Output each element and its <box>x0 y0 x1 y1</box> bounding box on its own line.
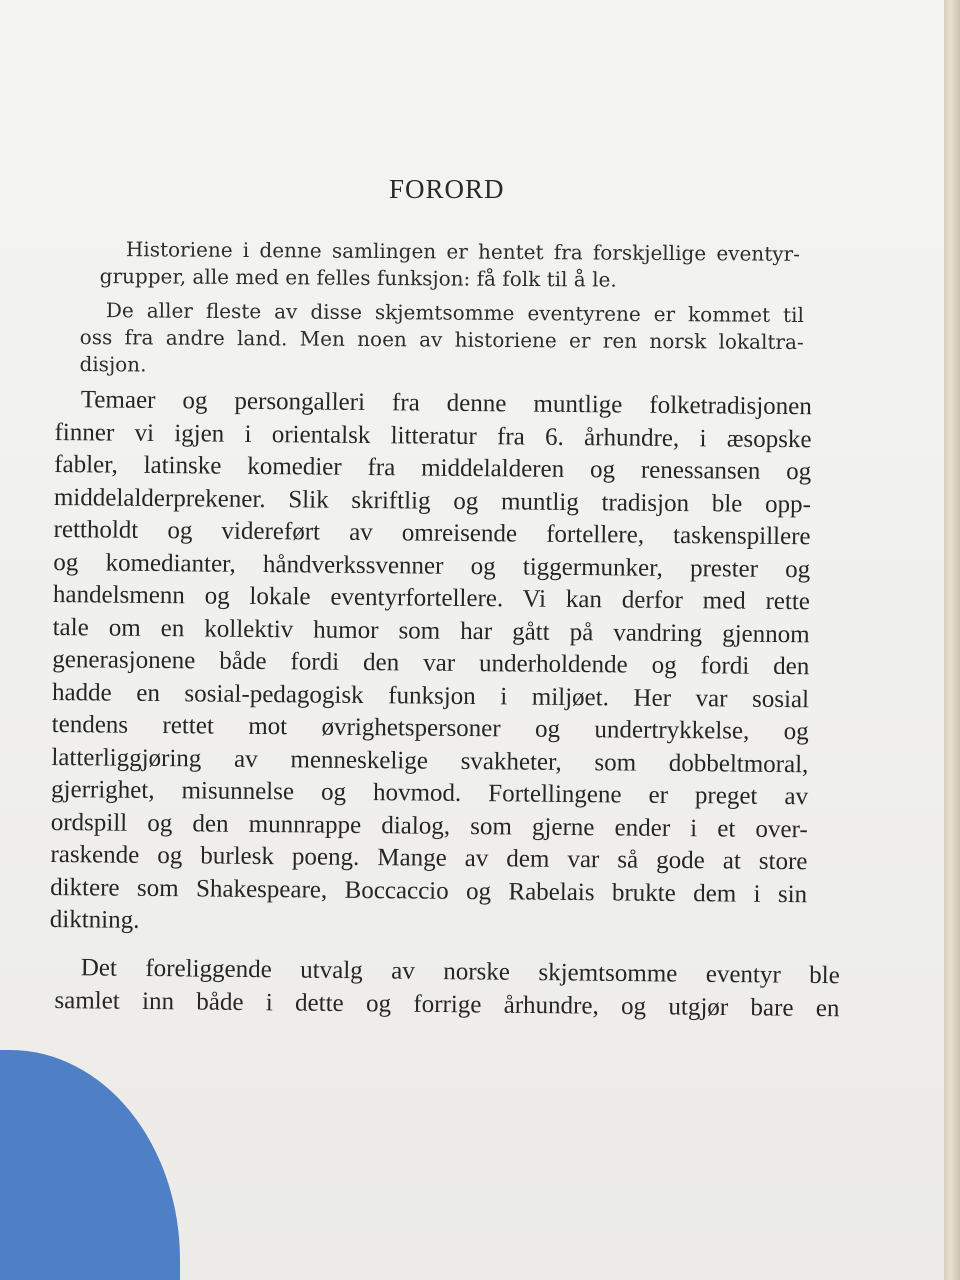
hand-shadow <box>0 1050 180 1280</box>
text-line: handelsmenn og lokale eventyrfortellere. Vi kan derfor med rette <box>52 580 811 616</box>
text-line: Temaer og persongalleri fra denne muntlige folketradisjonen <box>80 386 812 421</box>
text-line: gjerrighet, misunnelse og hovmod. Fortellingene er preget av <box>50 775 809 811</box>
paragraph-4 <box>54 952 840 1025</box>
text-line: tendens rettet mot øvrighetspersoner og undertrykkelse, og <box>51 710 809 746</box>
text-line: generasjonene både fordi den var underholdende og fordi den <box>52 645 810 681</box>
page-edge <box>944 0 960 1280</box>
text-line: middelalderprekener. Slik skriftlig og muntlig tradisjon ble opp- <box>53 483 812 518</box>
text-line: ordspill og den munnrappe dialog, som gjerne ender i et over- <box>50 808 808 843</box>
text-line: fabler, latinske komedier fra middelalderen og renessansen og <box>54 450 812 486</box>
text-line: latterliggjøring av menneskelige svakheter, som dobbeltmoral, <box>51 743 809 778</box>
text-line: hadde en sosial-pedagogisk funksjon i miljøet. Her var sosial <box>51 678 810 713</box>
text-line: De aller fleste av disse skjemtsomme eventyrene er kommet til <box>105 298 804 328</box>
text-line: diktere som Shakespeare, Boccaccio og Rabelais brukte dem i sin <box>50 873 808 908</box>
paragraph-2 <box>79 297 804 383</box>
page-title: FORORD <box>389 174 505 204</box>
text-line: og komedianter, håndverkssvenner og tiggermunker, prester og <box>53 548 811 583</box>
text-line: Historiene i denne samlingen er hentet fra forskjellige eventyr- <box>125 237 800 266</box>
text-line: oss fra andre land. Men noen av historiene er ren norsk lokaltra- <box>79 324 804 355</box>
text-line: grupper, alle med en felles funksjon: få folk til å le. <box>99 263 617 292</box>
text-line: Det foreliggende utvalg av norske skjemtsomme eventyr ble <box>80 954 840 990</box>
text-line: rettholdt og videreført av omreisende fortellere, taskenspillere <box>53 515 811 551</box>
text-line: samlet inn både i dette og forrige århundre, og utgjør bare en <box>54 986 840 1022</box>
paragraph-3 <box>50 384 812 944</box>
text-line: finner vi igjen i orientalsk litteratur fra 6. århundre, i æsopske <box>54 418 812 453</box>
text-line: diktning. <box>49 905 140 934</box>
text-line: tale om en kollektiv humor som har gått på vandring gjennom <box>52 613 810 648</box>
text-line: raskende og burlesk poeng. Mange av dem var så gode at store <box>50 840 808 876</box>
paragraph-1 <box>100 236 800 295</box>
text-line: disjon. <box>79 351 147 377</box>
